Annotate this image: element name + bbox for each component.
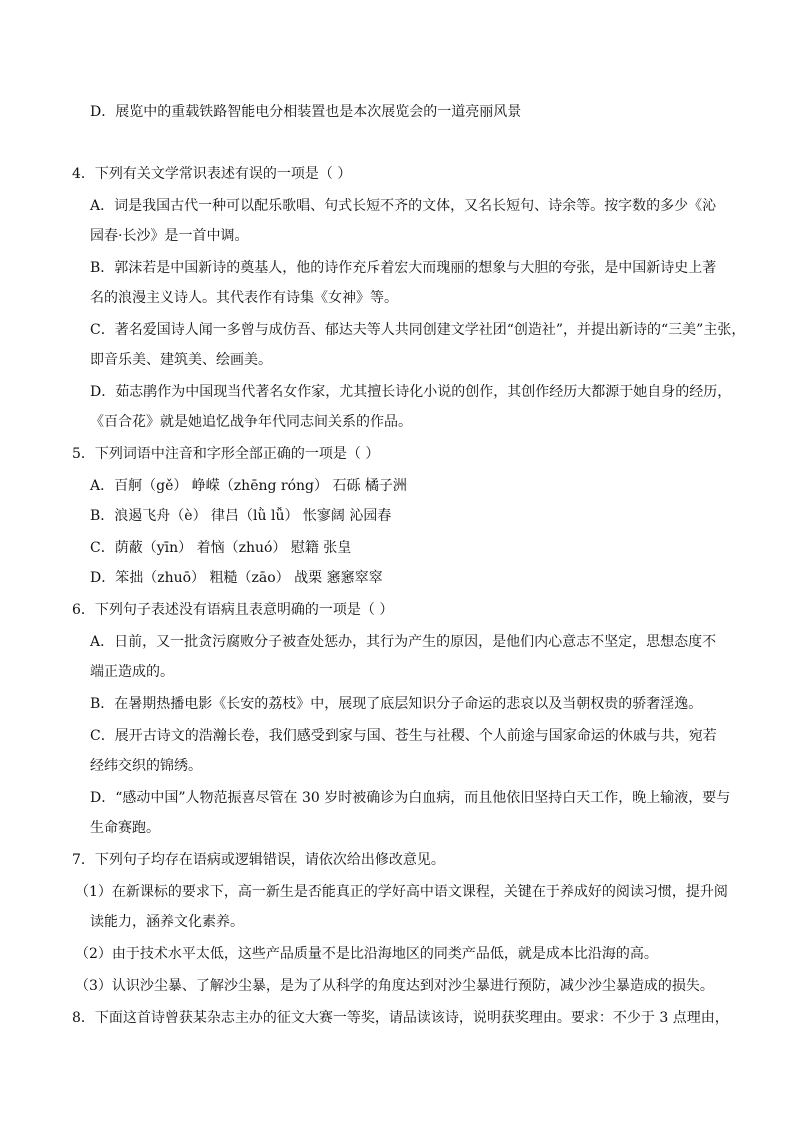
q4-option-a-line1: A．词是我国古代一种可以配乐歌唱、句式长短不齐的文体，又名长短句、诗余等。按字数的多少《沁 [90, 198, 717, 214]
q6-option-d-line2: 生命赛跑。 [90, 820, 160, 836]
q7-sentence1-line1: （1）在新课标的要求下，高一新生是否能真正的学好高中语文课程，关键在于养成好的阅读习惯，提升阅 [75, 884, 728, 900]
q6-stem: 6．下列句子表述没有语病且表意明确的一项是（ ） [72, 602, 394, 618]
q5-option-a: A．百舸（gě） 峥嵘（zhēng róng） 石砾 橘子洲 [90, 478, 407, 494]
q6-option-c-line2: 经纬交织的锦绣。 [90, 758, 202, 774]
q4-option-b-line2: 名的浪漫主义诗人。其代表作有诗集《女神》等。 [90, 290, 398, 306]
q7-sentence3: （3）认识沙尘暴、了解沙尘暴，是为了从科学的角度达到对沙尘暴进行预防，减少沙尘暴造成的损失。 [75, 978, 714, 994]
q6-option-a-line2: 端正造成的。 [90, 664, 174, 680]
q4-option-c-line2: 即音乐美、建筑美、绘画美。 [90, 352, 272, 368]
q5-option-c: C．荫蔽（yīn） 着恼（zhuó） 慰籍 张皇 [90, 540, 352, 556]
q6-option-d-line1: D．“感动中国”人物范振喜尽管在 30 岁时被确诊为白血病，而且他依旧坚持白天工作，晚上输液，要与 [90, 790, 731, 806]
q6-option-b: B．在暑期热播电影《长安的荔枝》中，展现了底层知识分子命运的悲哀以及当朝权贵的骄奢淫逸。 [90, 696, 703, 712]
q4-option-d-line2: 《百合花》就是她追忆战争年代同志间关系的作品。 [90, 414, 412, 430]
q4-option-c-line1: C．著名爱国诗人闻一多曾与成仿吾、郁达夫等人共同创建文学社团“创造社”，并提出新诗的“三美”主张， [90, 322, 746, 338]
q7-sentence1-line2: 读能力，涵养文化素养。 [90, 914, 244, 930]
q6-option-c-line1: C．展开古诗文的浩瀚长卷，我们感受到家与国、苍生与社稷、个人前途与国家命运的休戚与共，宛若 [90, 728, 717, 744]
q5-stem: 5．下列词语中注音和字形全部正确的一项是（ ） [72, 446, 380, 462]
q7-sentence2: （2）由于技术水平太低，这些产品质量不是比沿海地区的同类产品低，就是成本比沿海的高。 [75, 946, 658, 962]
q8-stem: 8．下面这首诗曾获某杂志主办的征文大赛一等奖，请品读该诗，说明获奖理由。要求：不少于 3 点理由， [72, 1010, 729, 1026]
q5-option-b: B．浪遏飞舟（è） 律吕（lǜ lǚ） 怅寥阔 沁园春 [90, 508, 392, 524]
q4-option-a-line2: 园春·长沙》是一首中调。 [90, 228, 249, 244]
q5-option-d: D．笨拙（zhuō） 粗糙（zāo） 战栗 窸窸窣窣 [90, 570, 383, 586]
q3-option-d: D．展览中的重载铁路智能电分相装置也是本次展览会的一道亮丽风景 [90, 104, 522, 120]
q4-stem: 4．下列有关文学常识表述有误的一项是（ ） [72, 166, 352, 182]
q7-stem: 7．下列句子均存在语病或逻辑错误，请依次给出修改意见。 [72, 852, 445, 868]
q4-option-b-line1: B．郭沫若是中国新诗的奠基人，他的诗作充斥着宏大而瑰丽的想象与大胆的夸张，是中国新诗史上著 [90, 260, 717, 276]
q6-option-a-line1: A．日前，又一批贪污腐败分子被查处惩办，其行为产生的原因，是他们内心意志不坚定，思想态度不 [90, 634, 717, 650]
q4-option-d-line1: D．茹志鹃作为中国现当代著名女作家，尤其擅长诗化小说的创作，其创作经历大都源于她自身的经历， [90, 384, 732, 400]
